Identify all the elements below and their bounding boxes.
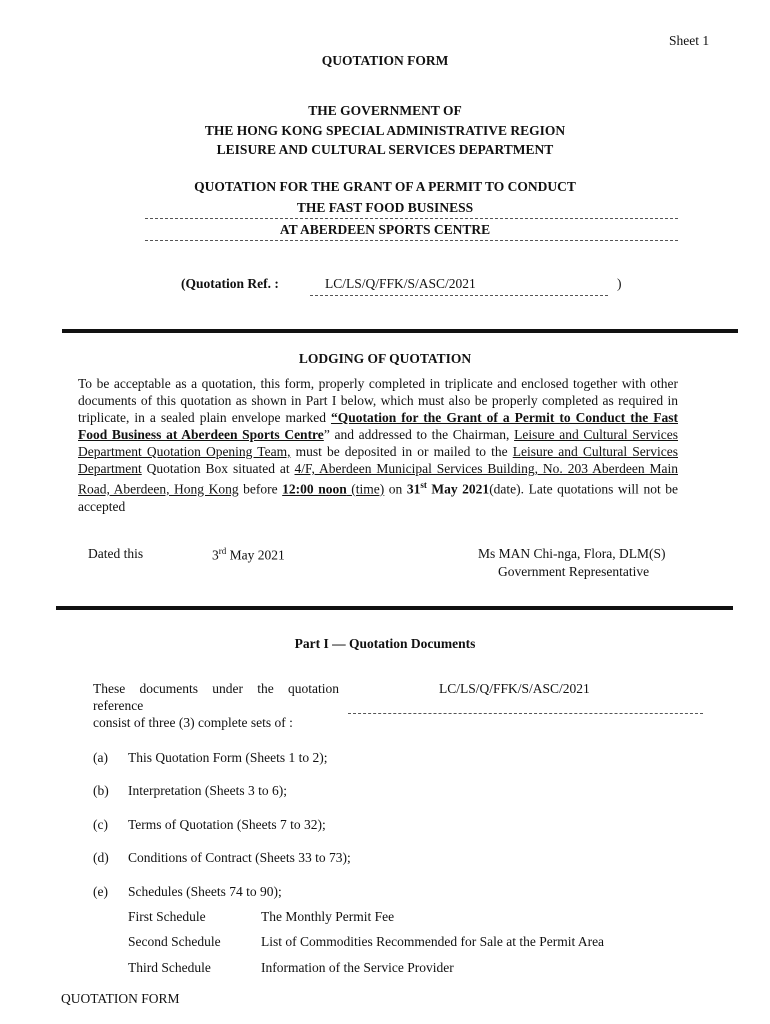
lodging-text-underline: Leisure and Cultural Services Department bbox=[78, 444, 678, 476]
schedule-desc: Information of the Service Provider bbox=[261, 960, 454, 975]
dated-date bbox=[212, 546, 285, 564]
lodging-text: before bbox=[238, 481, 283, 497]
list-item-text: This Quotation Form (Sheets 1 to 2); bbox=[128, 750, 328, 765]
dated-month-year: May 2021 bbox=[226, 547, 285, 563]
quotation-ref-label: (Quotation Ref. : bbox=[181, 276, 279, 291]
schedule-name: Second Schedule bbox=[128, 934, 221, 949]
part1-intro-line: consist of three (3) complete sets of : bbox=[93, 715, 293, 730]
quotation-title-line: THE FAST FOOD BUSINESS bbox=[296, 200, 474, 215]
dated-day: 3 bbox=[212, 547, 219, 563]
part1-heading: Part I — Quotation Documents bbox=[294, 636, 476, 651]
lodging-text: (date). Late quotations will not be accepted bbox=[78, 481, 678, 514]
dated-label: Dated this bbox=[88, 546, 144, 561]
list-item-letter: (d) bbox=[93, 850, 109, 865]
lodging-text-superscript: st bbox=[420, 480, 427, 490]
lodging-text-underline: 4/F, Aberdeen Municipal Services Building, No. 203 Aberdeen Main Road, Aberdeen, Hong Kong bbox=[78, 461, 679, 497]
form-title: QUOTATION FORM bbox=[321, 53, 449, 68]
lodging-text: ” and addressed to the Chairman, bbox=[323, 427, 515, 442]
part1-ref-value: LC/LS/Q/FFK/S/ASC/2021 bbox=[439, 681, 590, 696]
dated-day-suffix: rd bbox=[218, 546, 227, 556]
list-item-letter: (e) bbox=[93, 884, 108, 899]
part1-intro-line: These documents under the quotation bbox=[93, 681, 339, 696]
list-item-text: Interpretation (Sheets 3 to 6); bbox=[128, 783, 287, 798]
government-header-line: THE HONG KONG SPECIAL ADMINISTRATIVE REGION bbox=[204, 123, 566, 138]
dotted-line bbox=[145, 240, 678, 241]
list-item-letter: (a) bbox=[93, 750, 108, 765]
lodging-text-underline: (time) bbox=[346, 481, 385, 497]
lodging-heading: LODGING OF QUOTATION bbox=[298, 351, 472, 366]
lodging-text-underline: Leisure and Cultural Services Department Quotation Opening Team, bbox=[78, 427, 679, 459]
lodging-text: on bbox=[384, 481, 407, 497]
list-item-text: Schedules (Sheets 74 to 90); bbox=[128, 884, 282, 899]
lodging-text-emphasis: “Quotation for the Grant of a Permit to Conduct the Fast Food Business at Aberdeen Sports Centre bbox=[78, 410, 678, 442]
signatory-title: Government Representative bbox=[498, 564, 650, 579]
divider-rule bbox=[62, 329, 738, 333]
part1-intro-line: reference bbox=[93, 698, 144, 713]
quotation-ref-value: LC/LS/Q/FFK/S/ASC/2021 bbox=[325, 276, 476, 291]
list-item-letter: (c) bbox=[93, 817, 108, 832]
divider-rule bbox=[56, 606, 733, 610]
lodging-text-bold: May 2021 bbox=[426, 481, 490, 497]
lodging-text: Quotation Box situated at bbox=[141, 461, 295, 476]
government-header-line: LEISURE AND CULTURAL SERVICES DEPARTMENT bbox=[216, 142, 554, 157]
list-item-text: Conditions of Contract (Sheets 33 to 73); bbox=[128, 850, 351, 865]
list-item-letter: (b) bbox=[93, 783, 109, 798]
lodging-text: must be deposited in or mailed to the bbox=[290, 444, 513, 459]
schedule-desc: The Monthly Permit Fee bbox=[261, 909, 395, 924]
dotted-line bbox=[145, 218, 678, 219]
government-header-line: THE GOVERNMENT OF bbox=[308, 103, 462, 118]
schedule-name: Third Schedule bbox=[128, 960, 211, 975]
sheet-label: Sheet 1 bbox=[669, 33, 710, 48]
quotation-title-line: AT ABERDEEN SPORTS CENTRE bbox=[279, 222, 491, 237]
page-footer: QUOTATION FORM bbox=[61, 991, 180, 1006]
lodging-text: To be acceptable as a quotation, this form, properly completed in triplicate and enclosed together with other documents of this quotation as shown in Part I below, which must also be properly completed as required in triplicate, in a sealed plain envelope marked bbox=[78, 376, 678, 425]
lodging-paragraph bbox=[78, 375, 678, 515]
schedule-name: First Schedule bbox=[128, 909, 206, 924]
lodging-text-emphasis: 12:00 noon bbox=[282, 481, 347, 497]
signatory-name: Ms MAN Chi-nga, Flora, DLM(S) bbox=[478, 546, 666, 561]
lodging-text-bold: 31 bbox=[406, 481, 421, 497]
schedule-desc: List of Commodities Recommended for Sale at the Permit Area bbox=[261, 934, 605, 949]
quotation-ref-close: ) bbox=[617, 276, 622, 291]
dotted-line bbox=[348, 713, 703, 714]
list-item-text: Terms of Quotation (Sheets 7 to 32); bbox=[128, 817, 326, 832]
quotation-title-line: QUOTATION FOR THE GRANT OF A PERMIT TO CONDUCT bbox=[194, 179, 576, 194]
dotted-line bbox=[310, 295, 608, 296]
